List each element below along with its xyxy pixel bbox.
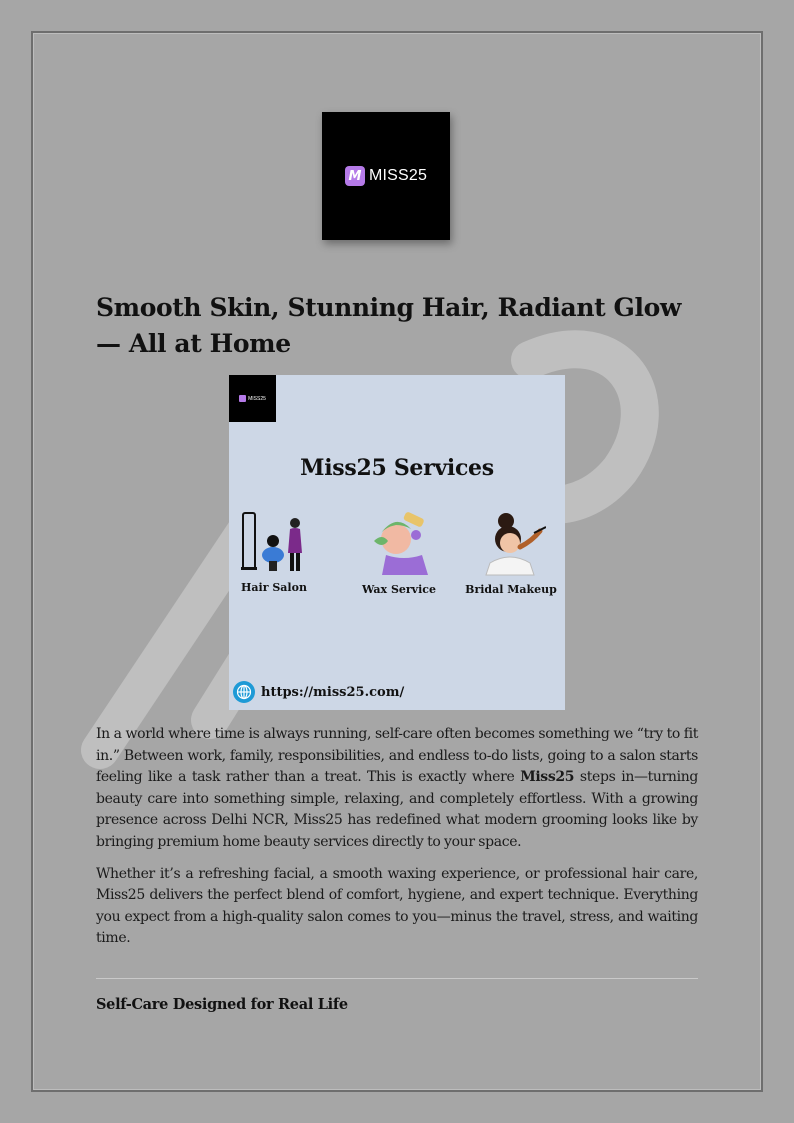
bridal-makeup-icon [476, 511, 546, 577]
paragraph-intro-start: In a world where time is always running, self-care often becomes something we “try to fit in.” Between work, family, responsibilities, and endless to-do lists, going to a salon starts feeling like a task rather than a treat. This is exactly where [96, 726, 698, 786]
card-mini-logo [229, 375, 276, 422]
page-headline: Smooth Skin, Stunning Hair, Radiant Glow — All at Home [96, 293, 682, 358]
paragraph-intro-end: steps in—turning beauty care into something simple, relaxing, and completely effortless. With a growing presence across Delhi NCR, Miss25 has redefined what modern grooming looks like by bringing premium home beauty services directly to your space. [96, 769, 698, 850]
logo-text: MISS25 [368, 167, 428, 184]
section-divider [96, 978, 698, 979]
brand-logo [322, 112, 450, 240]
services-card [229, 375, 565, 710]
service-wax [357, 511, 441, 596]
article-body [96, 724, 698, 960]
website-url: https://miss25.com/ [261, 684, 405, 700]
service-label: Wax Service [362, 583, 436, 596]
service-hair-salon [239, 511, 309, 594]
paragraph-intro [96, 724, 698, 854]
card-title: Miss25 Services [300, 455, 494, 481]
card-url-row [233, 681, 404, 703]
brand-name-bold: Miss25 [520, 769, 575, 786]
mini-logo-mark [239, 395, 246, 402]
globe-icon [233, 681, 255, 703]
mini-logo-text: MISS25 [248, 395, 266, 402]
section-subheading: Self-Care Designed for Real Life [96, 996, 348, 1013]
hair-salon-icon [239, 511, 309, 575]
service-label: Bridal Makeup [465, 583, 557, 596]
wax-service-icon [364, 511, 434, 577]
paragraph-services: Whether it’s a refreshing facial, a smooth waxing experience, or professional hair care, Miss25 delivers the perfect blend of comfort, hygiene, and expert technique. Everything you expect from a high-quality salon comes to you—minus the travel, stress, and waiting time. [96, 865, 698, 947]
logo-m-icon: M [345, 166, 365, 186]
service-bridal-makeup [465, 511, 557, 596]
service-label: Hair Salon [241, 581, 307, 594]
